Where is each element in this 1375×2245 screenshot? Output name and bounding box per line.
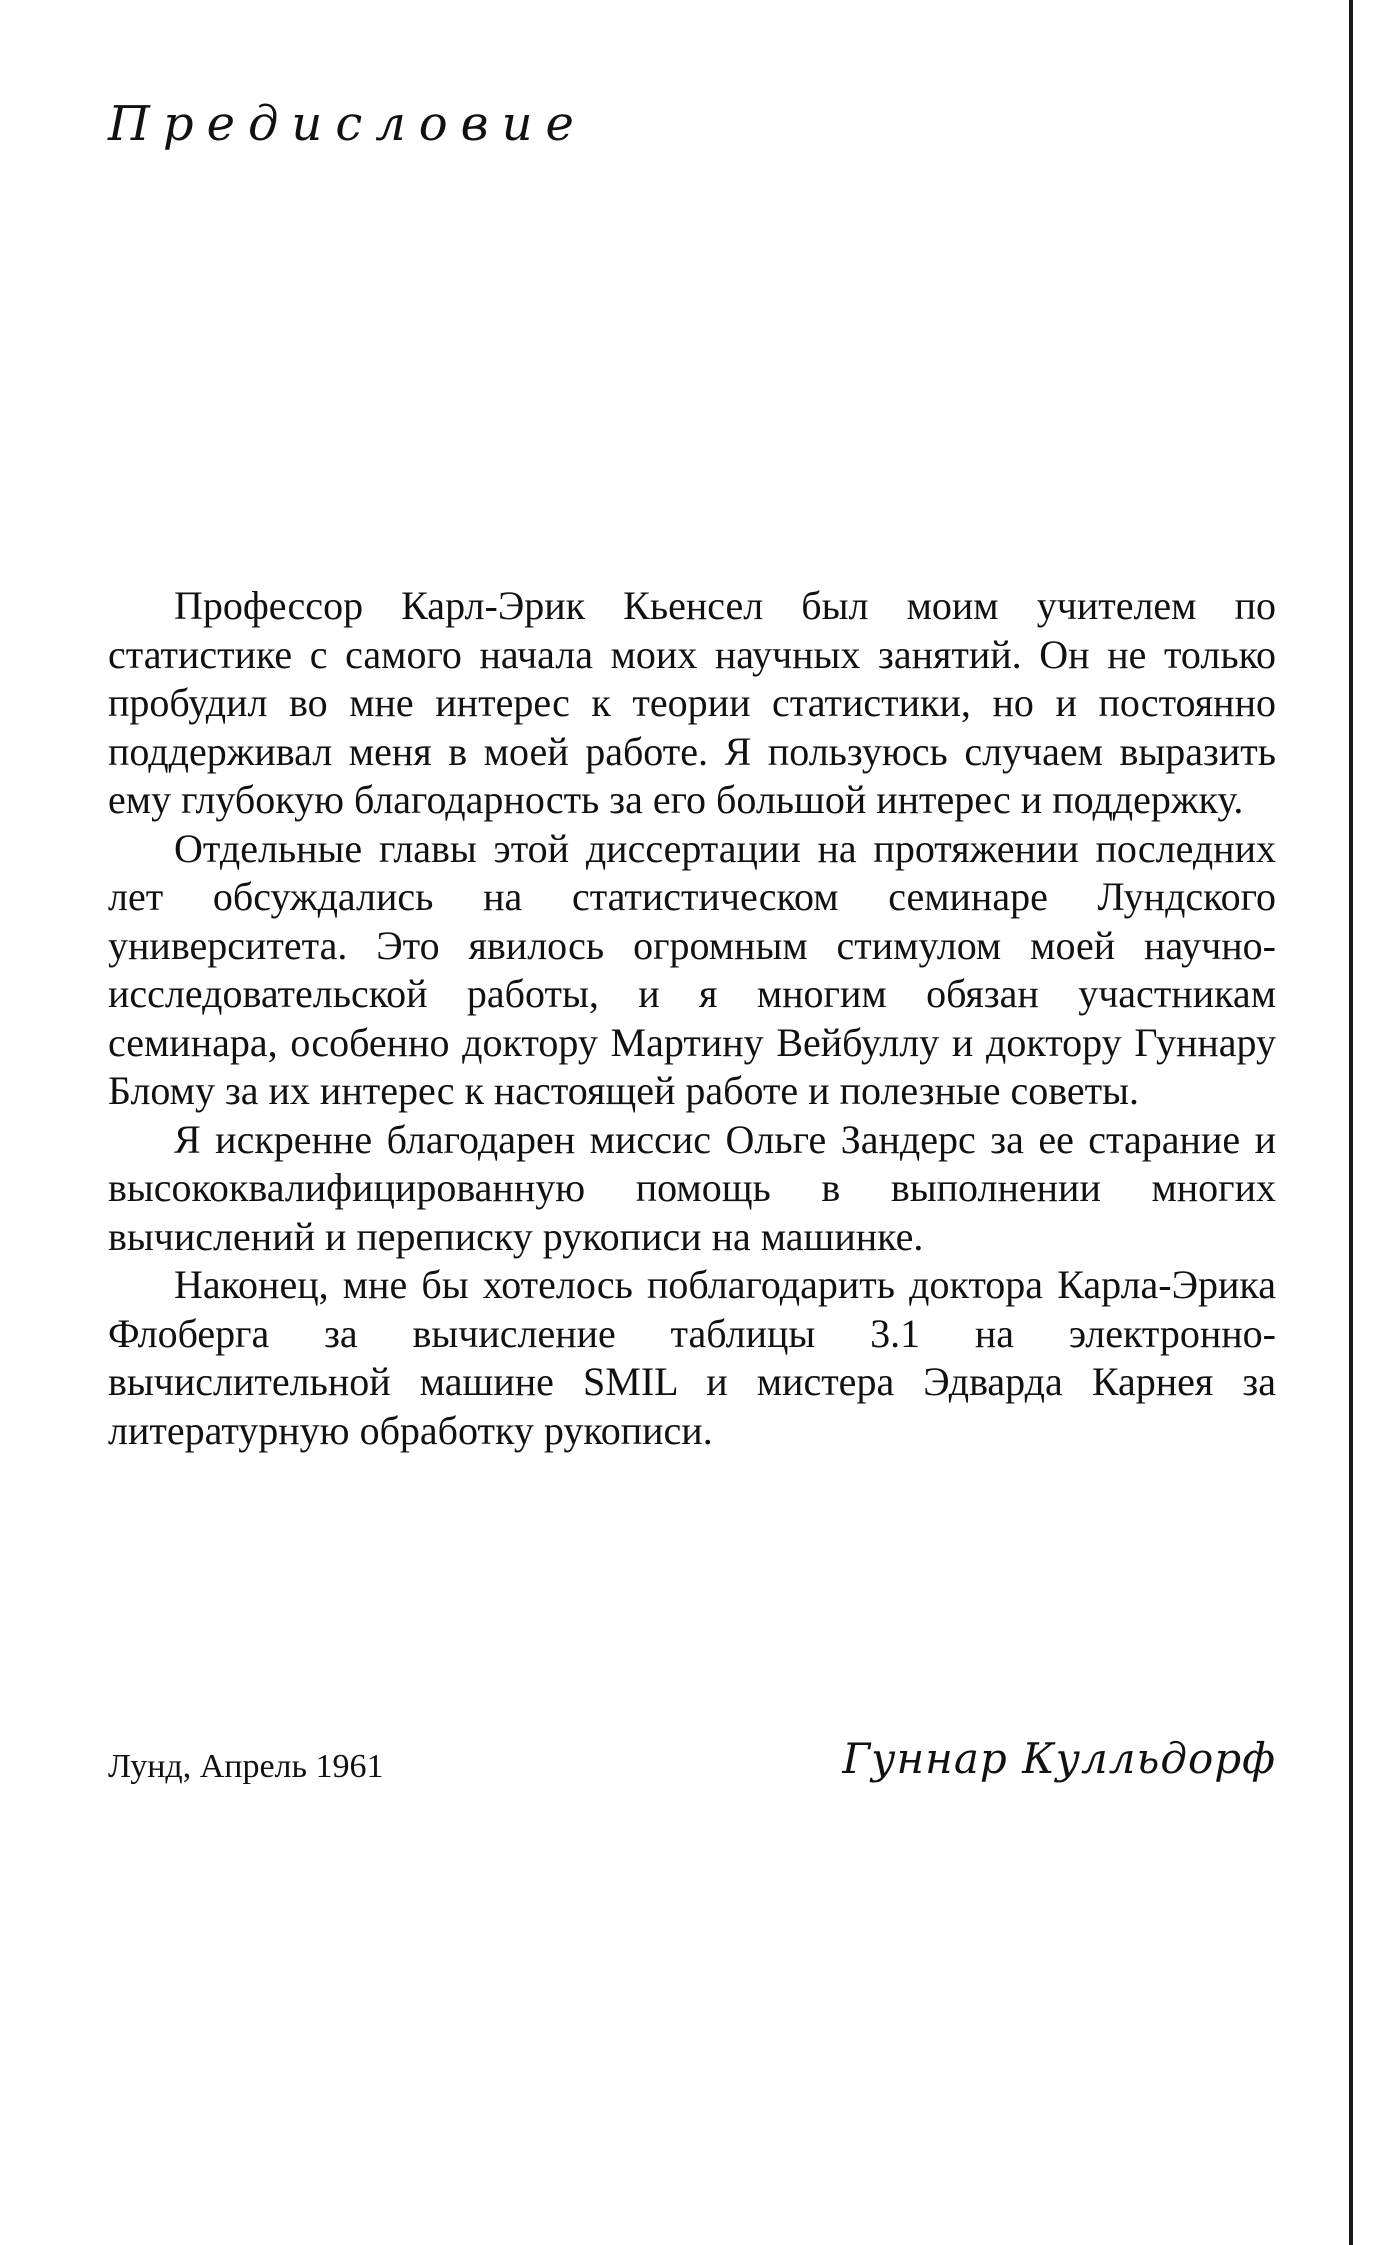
signature-row <box>108 1734 1276 1794</box>
paragraph-2: Отдельные главы этой диссертации на протяжении последних лет обсуждались на статистическом семинаре Лундского университета. Это явилось огромным стимулом моей научно-исследовательской работы, и я многим обязан участникам семинара, особенно доктору Мартину Вейбуллу и доктору Гуннару Блому за их интерес к настоящей работе и полезные советы. <box>108 825 1276 1113</box>
paragraph-4: Наконец, мне бы хотелось поблагодарить доктора Карла-Эрика Флоберга за вычисление таблицы 3.1 на электронно-вычислительной машине SMIL и мистера Эдварда Карнея за литературную обработку рукописи. <box>108 1262 1276 1453</box>
paragraph-3: Я искренне благодарен миссис Ольге Зандерс за ее старание и высококвалифицированную помощь в выполнении многих вычислений и переписку рукописи на машинке. <box>108 1116 1276 1259</box>
author-signature: Гуннар Кулльдорф <box>842 1734 1276 1783</box>
page-edge-line <box>1349 0 1353 2245</box>
paragraph-1: Профессор Карл-Эрик Кьенсел был моим учителем по статистике с самого начала моих научных занятий. Он не только пробудил во мне интерес к теории статистики, но и постоянно поддерживал меня в моей работе. Я пользуюсь случаем выразить ему глубокую благодарность за его большой интерес и поддержку. <box>108 583 1276 822</box>
place-date: Лунд, Апрель 1961 <box>108 1748 384 1785</box>
page-title: Предисловие <box>108 96 587 152</box>
preface-body <box>108 582 1276 1455</box>
